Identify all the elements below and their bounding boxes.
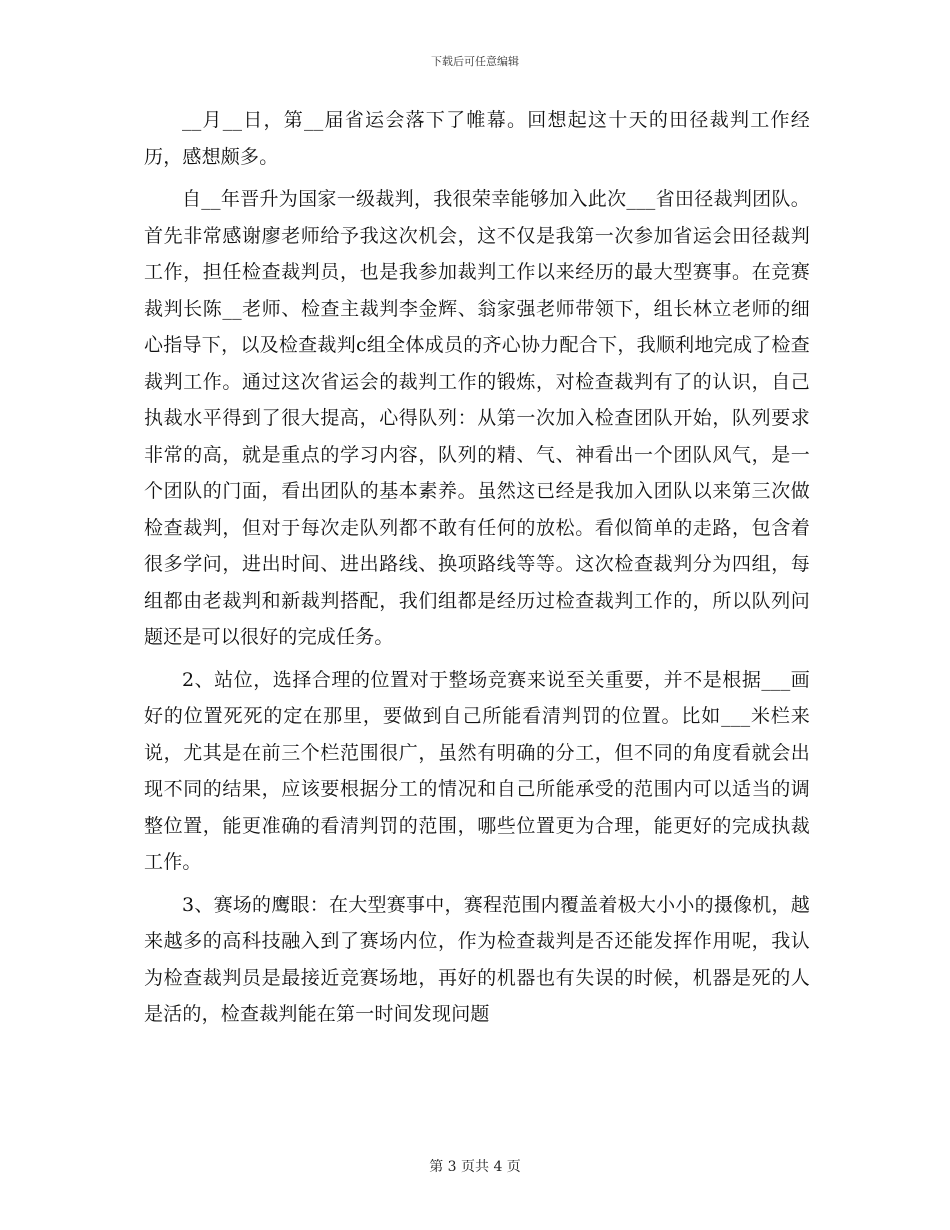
page-number: 第 3 页共 4 页: [429, 1159, 521, 1175]
paragraph-4: 3、赛场的鹰眼：在大型赛事中，赛程范围内覆盖着极大小小的摄像机，越来越多的高科技融入到了赛场内位，作为检查裁判是否还能发挥作用呢，我认为检查裁判员是最接近竞赛场地，再好的机器也有失误的时候，机器是死的人是活的，检查裁判能在第一时间发现问题: [144, 893, 810, 1025]
paragraph-1: __月__日，第__届省运会落下了帷幕。回想起这十天的田径裁判工作经历，感想颇多。: [144, 109, 810, 168]
header-note: 下载后可任意编辑: [431, 55, 519, 68]
paragraph-2: 自__年晋升为国家一级裁判，我很荣幸能够加入此次___省田径裁判团队。首先非常感谢廖老师给予我这次机会，这不仅是我第一次参加省运会田径裁判工作，担任检查裁判员，也是我参加裁判工作以来经历的最大型赛事。在竞赛裁判长陈__老师、检查主裁判李金辉、翁家强老师带领下，组长林立老师的细心指导下，以及检查裁判c组全体成员的齐心协力配合下，我顺利地完成了检查裁判工作。通过这次省运会的裁判工作的锻炼，对检查裁判有了的认识，自己执裁水平得到了很大提高，心得队列：从第一次加入检查团队开始，队列要求非常的高，就是重点的学习内容，队列的精、气、神看出一个团队风气，是一个团队的门面，看出团队的基本素养。虽然这已经是我加入团队以来第三次做检查裁判，但对于每次走队列都不敢有任何的放松。看似简单的走路，包含着很多学问，进出时间、进出路线、换项路线等等。这次检查裁判分为四组，每组都由老裁判和新裁判搭配，我们组都是经历过检查裁判工作的，所以队列问题还是可以很好的完成任务。: [144, 188, 810, 648]
paragraph-3: 2、站位，选择合理的位置对于整场竞赛来说至关重要，并不是根据___画好的位置死死的定在那里，要做到自己所能看清判罚的位置。比如___米栏来说，尤其是在前三个栏范围很广，虽然有明确的分工，但不同的角度看就会出现不同的结果，应该要根据分工的情况和自己所能承受的范围内可以适当的调整位置，能更准确的看清判罚的范围，哪些位置更为合理，能更好的完成执裁工作。: [144, 668, 810, 873]
document-body: [144, 102, 810, 1039]
